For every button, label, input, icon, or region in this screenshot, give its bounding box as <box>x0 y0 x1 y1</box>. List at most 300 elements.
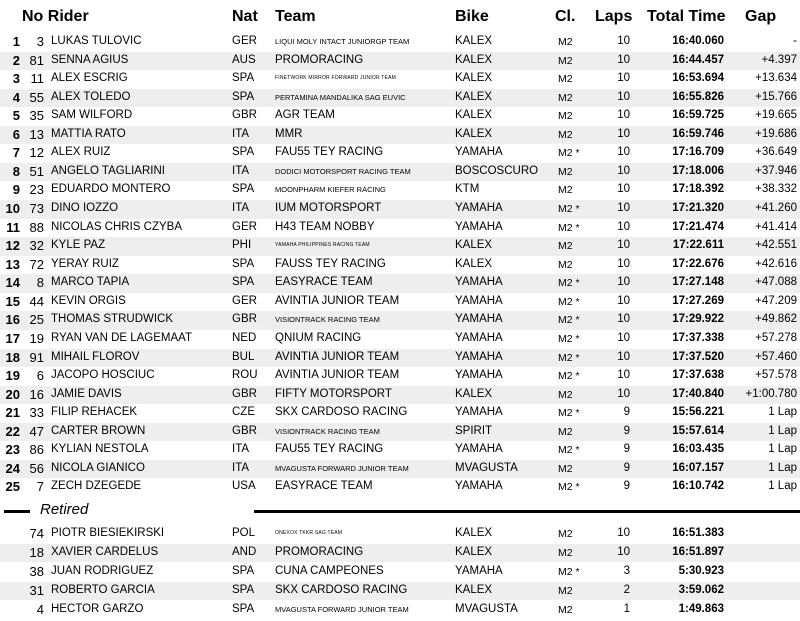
total-time: 16:03.435 <box>672 443 724 456</box>
row-position: 8 <box>12 163 20 179</box>
class: M2 * <box>558 351 580 364</box>
nationality: SPA <box>232 72 255 85</box>
total-time: 17:27.148 <box>672 276 724 289</box>
table-row <box>0 70 800 89</box>
rider-number: 44 <box>29 293 44 309</box>
class: M2 <box>558 584 573 597</box>
laps-count: 10 <box>617 313 630 326</box>
header-nat: Nat <box>232 8 258 25</box>
row-position: 22 <box>5 423 20 439</box>
laps-count: 9 <box>623 406 630 419</box>
total-time: 16:07.157 <box>672 461 724 474</box>
rider-number: 7 <box>36 479 44 495</box>
rider-number: 31 <box>29 582 44 598</box>
bike-brand: KALEX <box>455 239 493 252</box>
nationality: SPA <box>232 583 255 596</box>
rider-number: 91 <box>29 349 44 365</box>
class: M2 <box>558 425 573 438</box>
rider-number: 4 <box>36 601 44 617</box>
rider-name: CARTER BROWN <box>51 424 146 437</box>
total-time: 17:37.520 <box>672 350 724 363</box>
divider-bar-right <box>254 510 800 513</box>
rider-name: ROBERTO GARCIA <box>51 583 155 596</box>
laps-count: 9 <box>623 461 630 474</box>
nationality: BUL <box>232 350 255 363</box>
bike-brand: KALEX <box>455 127 493 140</box>
rider-number: 3 <box>36 34 44 49</box>
total-time: 15:57.614 <box>672 424 724 437</box>
rider-name: KYLE PAZ <box>51 239 106 252</box>
gap-to-leader: +42.616 <box>755 257 797 270</box>
team-name: EASYRACE TEAM <box>275 480 373 493</box>
class: M2 * <box>558 370 580 383</box>
team-name: AVINTIA JUNIOR TEAM <box>275 369 400 382</box>
row-position: 24 <box>5 460 20 476</box>
class: M2 * <box>558 147 580 160</box>
gap-to-leader: 1 Lap <box>768 406 797 419</box>
nationality: SPA <box>232 602 255 615</box>
table-row <box>0 404 800 423</box>
rider-name: MATTIA RATO <box>51 127 126 140</box>
bike-brand: KALEX <box>455 583 493 596</box>
team-name: MOONPHARM KIEFER RACING <box>275 185 386 195</box>
class: M2 <box>558 603 573 616</box>
laps-count: 10 <box>617 257 630 270</box>
total-time: 17:29.922 <box>672 313 724 326</box>
rider-number: 11 <box>30 71 44 87</box>
header-total-time: Total Time <box>647 8 726 25</box>
rider-name: MARCO TAPIA <box>51 276 130 289</box>
laps-count: 10 <box>617 53 630 66</box>
nationality: AND <box>232 545 257 558</box>
nationality: AUS <box>232 53 256 66</box>
bike-brand: YAMAHA <box>455 406 503 419</box>
row-position: 18 <box>5 349 20 365</box>
team-name: SKX CARDOSO RACING <box>275 583 408 596</box>
rider-number: 33 <box>29 405 44 421</box>
row-position: 6 <box>12 126 20 142</box>
rider-number: 55 <box>29 89 44 105</box>
bike-brand: YAMAHA <box>455 202 503 215</box>
nationality: SPA <box>232 257 255 270</box>
laps-count: 10 <box>617 183 630 196</box>
rider-number: 88 <box>29 219 44 235</box>
header-team: Team <box>275 8 316 25</box>
nationality: GER <box>232 294 257 307</box>
team-name: FIFTY MOTORSPORT <box>275 387 392 400</box>
team-name: PERTAMINA MANDALIKA SAG EUVIC <box>275 92 406 102</box>
bike-brand: YAMAHA <box>455 331 503 344</box>
bike-brand: KTM <box>455 183 480 196</box>
total-time: 16:59.746 <box>672 127 724 140</box>
gap-to-leader: +13.634 <box>755 72 797 85</box>
bike-brand: YAMAHA <box>455 276 503 289</box>
table-row <box>0 256 800 275</box>
rider-number: 47 <box>29 423 44 439</box>
rider-number: 51 <box>29 163 44 179</box>
class: M2 * <box>558 332 580 345</box>
rider-name: JUAN RODRIGUEZ <box>51 564 154 577</box>
rider-name: ALEX TOLEDO <box>51 90 131 103</box>
laps-count: 10 <box>617 35 630 47</box>
table-row <box>0 525 800 544</box>
header-class: Cl. <box>555 8 576 25</box>
laps-count: 10 <box>617 545 630 558</box>
row-position: 16 <box>5 312 20 328</box>
nationality: SPA <box>232 183 255 196</box>
bike-brand: MVAGUSTA <box>455 602 518 615</box>
row-position: 13 <box>5 256 20 272</box>
table-row <box>0 89 800 108</box>
team-name: MVAGUSTA FORWARD JUNIOR TEAM <box>275 463 409 473</box>
table-row <box>0 330 800 349</box>
gap-to-leader: +38.332 <box>755 183 797 196</box>
table-row <box>0 460 800 479</box>
bike-brand: KALEX <box>455 545 493 558</box>
row-position: 14 <box>5 275 20 291</box>
gap-to-leader: +57.278 <box>755 331 797 344</box>
nationality: PHI <box>232 239 252 252</box>
row-position: 15 <box>5 293 20 309</box>
table-row <box>0 33 800 52</box>
rider-number: 12 <box>29 145 44 161</box>
gap-to-leader: +41.414 <box>755 220 797 233</box>
gap-to-leader: +41.260 <box>755 202 797 215</box>
total-time: 16:10.742 <box>672 480 724 493</box>
rider-number: 73 <box>29 201 44 217</box>
bike-brand: YAMAHA <box>455 369 503 382</box>
nationality: ITA <box>232 461 250 474</box>
total-time: 16:40.060 <box>672 35 724 47</box>
gap-to-leader: - <box>793 35 797 47</box>
bike-brand: YAMAHA <box>455 294 503 307</box>
rider-number: 38 <box>29 563 44 579</box>
rider-name: SENNA AGIUS <box>51 53 129 66</box>
team-name: MVAGUSTA FORWARD JUNIOR TEAM <box>275 604 409 614</box>
row-position: 23 <box>5 442 20 458</box>
laps-count: 10 <box>617 239 630 252</box>
gap-to-leader: 1 Lap <box>768 424 797 437</box>
nationality: GER <box>232 220 257 233</box>
rider-number: 6 <box>36 368 44 384</box>
total-time: 17:21.474 <box>672 220 724 233</box>
table-header <box>0 0 800 34</box>
class: M2 * <box>558 444 580 457</box>
divider-bar-left <box>4 510 30 513</box>
laps-count: 10 <box>617 127 630 140</box>
bike-brand: YAMAHA <box>455 146 503 159</box>
class: M2 <box>558 546 573 559</box>
class: M2 <box>558 110 573 123</box>
total-time: 1:49.863 <box>678 602 724 615</box>
bike-brand: KALEX <box>455 90 493 103</box>
total-time: 17:37.638 <box>672 369 724 382</box>
row-position: 12 <box>5 238 20 254</box>
rider-name: YERAY RUIZ <box>51 257 119 270</box>
bike-brand: YAMAHA <box>455 564 503 577</box>
table-row <box>0 200 800 219</box>
nationality: ITA <box>232 127 250 140</box>
rider-number: 56 <box>29 460 44 476</box>
class: M2 * <box>558 203 580 216</box>
rider-number: 86 <box>29 442 44 458</box>
gap-to-leader: 1 Lap <box>768 480 797 493</box>
row-position: 17 <box>5 330 20 346</box>
rider-name: NICOLA GIANICO <box>51 461 145 474</box>
row-position: 19 <box>5 368 20 384</box>
table-row <box>0 237 800 256</box>
team-name: FAUSS TEY RACING <box>275 257 386 270</box>
rider-name: HECTOR GARZO <box>51 602 144 615</box>
rider-name: ZECH DZEGEDE <box>51 480 142 493</box>
total-time: 17:21.320 <box>672 202 724 215</box>
table-row <box>0 181 800 200</box>
team-name: FAU55 TEY RACING <box>275 146 384 159</box>
rider-name: PIOTR BIESIEKIRSKI <box>51 527 165 539</box>
team-name: AGR TEAM <box>275 109 335 122</box>
rider-name: ALEX RUIZ <box>51 146 111 159</box>
class: M2 <box>558 91 573 104</box>
row-position: 7 <box>12 145 20 161</box>
laps-count: 10 <box>617 294 630 307</box>
laps-count: 2 <box>623 583 630 596</box>
rider-number: 8 <box>36 275 44 291</box>
bike-brand: KALEX <box>455 53 493 66</box>
gap-to-leader: 1 Lap <box>768 443 797 456</box>
gap-to-leader: +37.946 <box>755 164 797 177</box>
bike-brand: MVAGUSTA <box>455 461 518 474</box>
table-row <box>0 293 800 312</box>
team-name: MMR <box>275 127 303 140</box>
total-time: 16:51.383 <box>672 527 724 539</box>
laps-count: 10 <box>617 146 630 159</box>
row-position: 2 <box>12 52 20 68</box>
rider-number: 19 <box>29 330 44 346</box>
laps-count: 9 <box>623 443 630 456</box>
class: M2 * <box>558 277 580 290</box>
rider-name: NICOLAS CHRIS CZYBA <box>51 220 182 233</box>
rider-number: 16 <box>29 386 44 402</box>
laps-count: 10 <box>617 164 630 177</box>
class: M2 * <box>558 314 580 327</box>
team-name: CUNA CAMPEONES <box>275 564 384 577</box>
table-row <box>0 601 800 620</box>
rider-name: ANGELO TAGLIARINI <box>51 164 165 177</box>
team-name: PROMORACING <box>275 545 364 558</box>
retired-heading: Retired <box>40 501 89 518</box>
team-name: AVINTIA JUNIOR TEAM <box>275 350 400 363</box>
gap-to-leader: 1 Lap <box>768 461 797 474</box>
gap-to-leader: +42.551 <box>755 239 797 252</box>
nationality: SPA <box>232 564 255 577</box>
laps-count: 10 <box>617 72 630 85</box>
class: M2 * <box>558 295 580 308</box>
row-position: 5 <box>12 108 20 124</box>
laps-count: 9 <box>623 424 630 437</box>
laps-count: 10 <box>617 527 630 539</box>
total-time: 17:18.006 <box>672 164 724 177</box>
total-time: 15:56.221 <box>672 406 724 419</box>
bike-brand: KALEX <box>455 257 493 270</box>
table-row <box>0 349 800 368</box>
table-row <box>0 367 800 386</box>
header-bike: Bike <box>455 8 489 25</box>
table-row <box>0 219 800 238</box>
table-row <box>0 144 800 163</box>
row-position: 9 <box>12 182 20 198</box>
team-name: PROMORACING <box>275 53 364 66</box>
laps-count: 10 <box>617 387 630 400</box>
team-name: H43 TEAM NOBBY <box>275 220 375 233</box>
gap-to-leader: +47.209 <box>755 294 797 307</box>
nationality: GBR <box>232 109 257 122</box>
bike-brand: YAMAHA <box>455 443 503 456</box>
bike-brand: YAMAHA <box>455 220 503 233</box>
laps-count: 10 <box>617 109 630 122</box>
class: M2 <box>558 36 573 48</box>
nationality: SPA <box>232 146 255 159</box>
team-name: SKX CARDOSO RACING <box>275 406 408 419</box>
class: M2 <box>558 528 573 540</box>
rider-name: RYAN VAN DE LAGEMAAT <box>51 331 193 344</box>
bike-brand: KALEX <box>455 35 493 47</box>
laps-count: 10 <box>617 369 630 382</box>
nationality: ITA <box>232 202 250 215</box>
rider-name: EDUARDO MONTERO <box>51 183 171 196</box>
rider-number: 23 <box>29 182 44 198</box>
total-time: 17:40.840 <box>672 387 724 400</box>
rider-name: SAM WILFORD <box>51 109 133 122</box>
class: M2 * <box>558 481 580 494</box>
rider-name: ALEX ESCRIG <box>51 72 128 85</box>
gap-to-leader: +19.686 <box>755 127 797 140</box>
table-row <box>0 386 800 405</box>
rider-name: JAMIE DAVIS <box>51 387 122 400</box>
nationality: ITA <box>232 443 250 456</box>
gap-to-leader: +57.460 <box>755 350 797 363</box>
team-name: DODICI MOTORSPORT RACING TEAM <box>275 166 411 176</box>
rider-name: LUKAS TULOVIC <box>51 35 142 47</box>
bike-brand: BOSCOSCURO <box>455 164 539 177</box>
gap-to-leader: +57.578 <box>755 369 797 382</box>
laps-count: 10 <box>617 350 630 363</box>
row-position: 11 <box>6 219 20 235</box>
team-name: FAU55 TEY RACING <box>275 443 384 456</box>
total-time: 17:18.392 <box>672 183 724 196</box>
team-name: YAMAHA PHILIPPINES RACING TEAM <box>275 242 370 249</box>
total-time: 16:55.826 <box>672 90 724 103</box>
nationality: GBR <box>232 424 257 437</box>
gap-to-leader: +36.649 <box>755 146 797 159</box>
row-position: 4 <box>12 89 20 105</box>
gap-to-leader: +4.397 <box>761 53 797 66</box>
class: M2 <box>558 73 573 86</box>
table-row <box>0 163 800 182</box>
bike-brand: YAMAHA <box>455 313 503 326</box>
team-name: VISIONTRACK RACING TEAM <box>275 315 380 325</box>
rider-number: 35 <box>29 108 44 124</box>
rider-name: KYLIAN NESTOLA <box>51 443 149 456</box>
team-name: EASYRACE TEAM <box>275 276 373 289</box>
nationality: SPA <box>232 90 255 103</box>
total-time: 17:27.269 <box>672 294 724 307</box>
table-row <box>0 311 800 330</box>
total-time: 3:59.062 <box>678 583 724 596</box>
laps-count: 10 <box>617 202 630 215</box>
total-time: 17:22.611 <box>672 239 724 252</box>
gap-to-leader: +15.766 <box>755 90 797 103</box>
team-name: ONEXOX TKKR SAG TEAM <box>275 530 343 536</box>
laps-count: 9 <box>623 480 630 493</box>
nationality: USA <box>232 480 256 493</box>
gap-to-leader: +1:00.780 <box>745 387 797 400</box>
table-row <box>0 274 800 293</box>
class: M2 <box>558 165 573 178</box>
rider-number: 25 <box>29 312 44 328</box>
rider-name: XAVIER CARDELUS <box>51 545 159 558</box>
rider-name: FILIP REHACEK <box>51 406 138 419</box>
rider-number: 72 <box>29 256 44 272</box>
table-row <box>0 582 800 601</box>
bike-brand: YAMAHA <box>455 480 503 493</box>
bike-brand: KALEX <box>455 109 493 122</box>
class: M2 * <box>558 407 580 420</box>
table-row <box>0 478 800 497</box>
team-name: QNIUM RACING <box>275 331 362 344</box>
table-row <box>0 441 800 460</box>
total-time: 17:16.709 <box>672 146 724 159</box>
table-row <box>0 126 800 145</box>
team-name: LIQUI MOLY INTACT JUNIORGP TEAM <box>275 37 410 46</box>
row-position: 21 <box>5 405 20 421</box>
rider-number: 81 <box>29 52 44 68</box>
laps-count: 3 <box>623 564 630 577</box>
bike-brand: YAMAHA <box>455 350 503 363</box>
class: M2 <box>558 388 573 401</box>
table-row <box>0 563 800 582</box>
class: M2 <box>558 184 573 197</box>
class: M2 <box>558 462 573 475</box>
team-name: VISIONTRACK RACING TEAM <box>275 426 380 436</box>
gap-to-leader: +19.665 <box>755 109 797 122</box>
nationality: GER <box>232 35 257 47</box>
rider-name: JACOPO HOSCIUC <box>51 369 155 382</box>
row-position: 10 <box>5 201 20 217</box>
nationality: GBR <box>232 387 257 400</box>
total-time: 16:51.897 <box>672 545 724 558</box>
laps-count: 10 <box>617 276 630 289</box>
row-position: 1 <box>12 34 20 49</box>
row-position: 25 <box>5 479 20 495</box>
gap-to-leader: +49.862 <box>755 313 797 326</box>
bike-brand: KALEX <box>455 387 493 400</box>
table-row <box>0 423 800 442</box>
header-no-rider: No Rider <box>22 8 89 25</box>
header-gap: Gap <box>745 8 777 25</box>
laps-count: 10 <box>617 220 630 233</box>
header-laps: Laps <box>595 8 633 25</box>
class: M2 <box>558 54 573 67</box>
class: M2 <box>558 258 573 271</box>
team-name: AVINTIA JUNIOR TEAM <box>275 294 400 307</box>
bike-brand: SPIRIT <box>455 424 493 437</box>
total-time: 17:37.338 <box>672 331 724 344</box>
rider-name: THOMAS STRUDWICK <box>51 313 174 326</box>
row-position: 20 <box>5 386 20 402</box>
gap-to-leader: +47.088 <box>755 276 797 289</box>
total-time: 17:22.676 <box>672 257 724 270</box>
nationality: ITA <box>232 164 250 177</box>
